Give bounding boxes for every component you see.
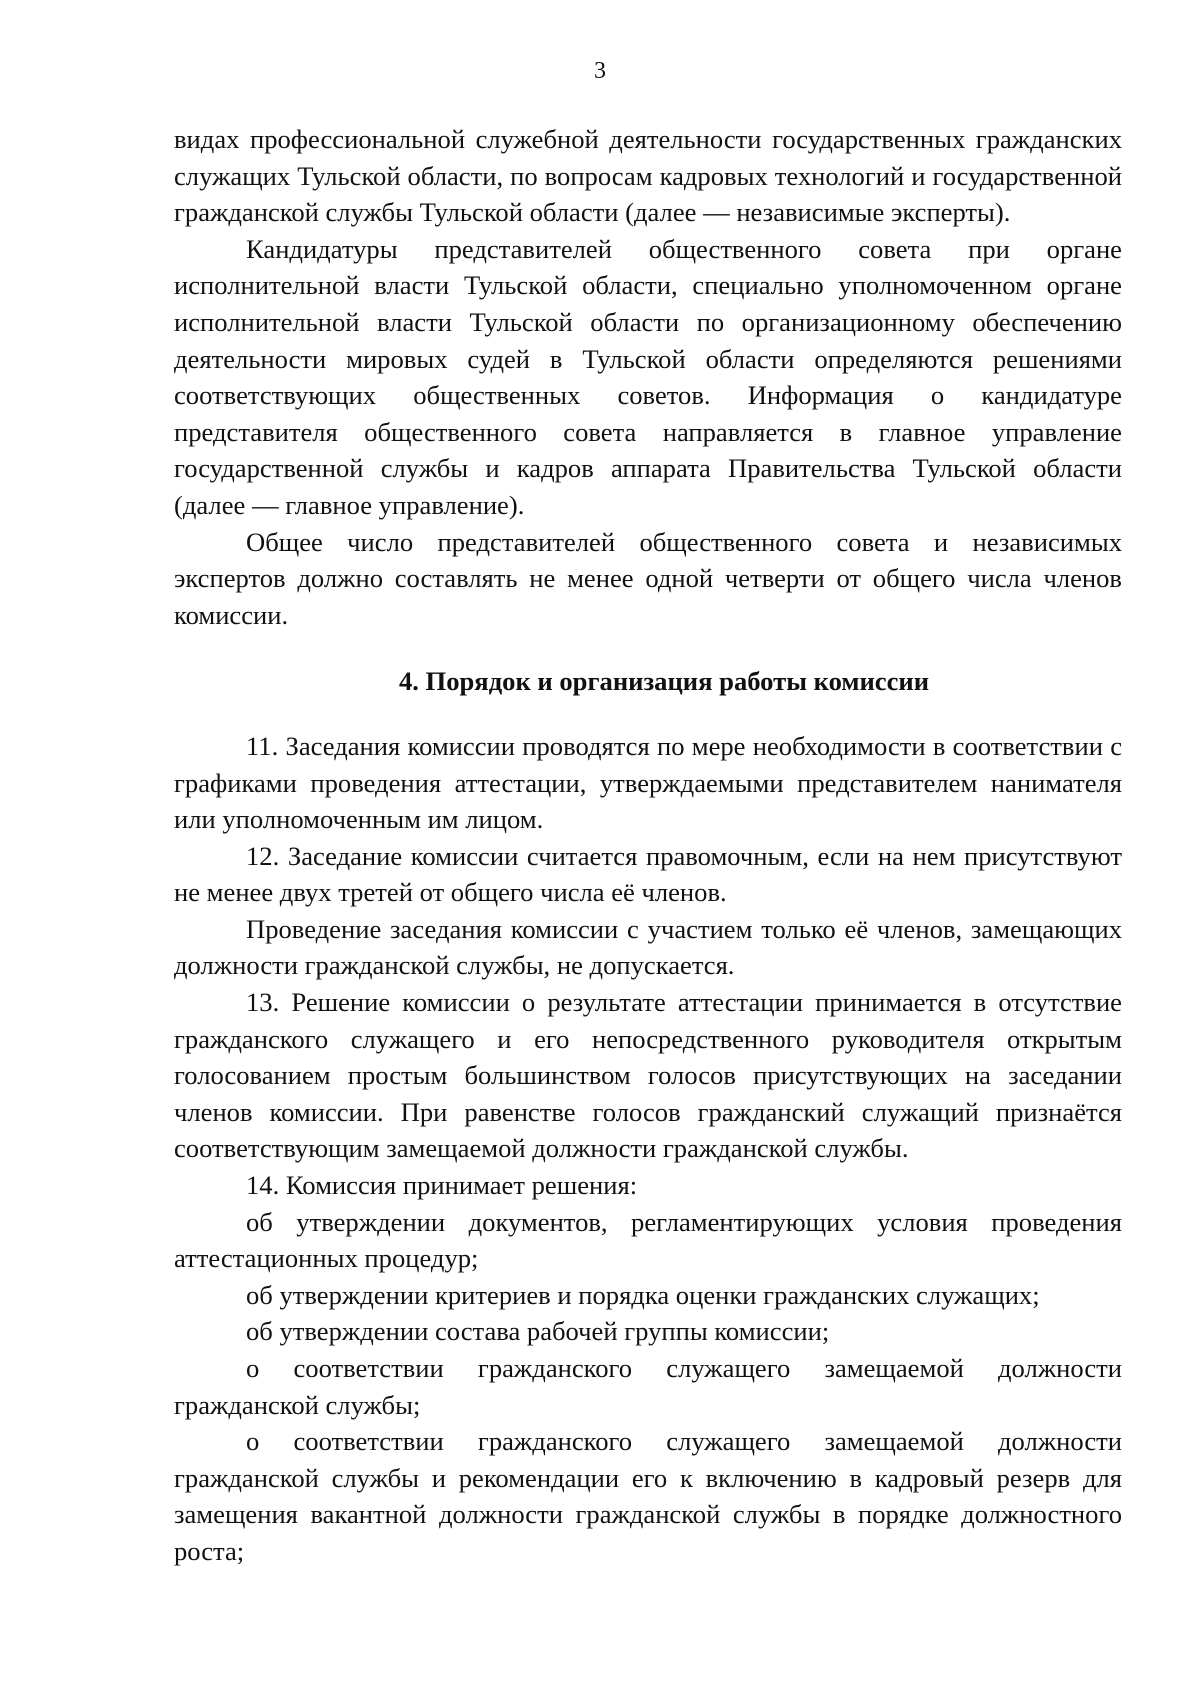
paragraph-total-number: Общее число представителей общественного совета и независимых экспертов должно составлять не менее одной четверти от общего числа членов комиссии.: [174, 526, 1122, 630]
decision-list-item: об утверждении документов, регламентирующих условия проведения аттестационных процедур;: [174, 1206, 1122, 1274]
paragraph-meeting-restriction: Проведение заседания комиссии с участием только её членов, замещающих должности гражданской службы, не допускается.: [174, 913, 1122, 981]
decision-list-item: о соответствии гражданского служащего замещаемой должности гражданской службы;: [174, 1353, 1122, 1420]
paragraph-item-12: 12. Заседание комиссии считается правомочным, если на нем присутствуют не менее двух третей от общего числа её членов.: [174, 840, 1122, 908]
document-body: [174, 121, 1122, 1570]
paragraph-independent-experts: видах профессиональной служебной деятельности государственных гражданских служащих Тульской области, по вопросам кадровых технологий и государственной гражданской службы Тульской области (далее — независимые эксперты).: [174, 124, 1122, 228]
paragraph-item-13: 13. Решение комиссии о результате аттестации принимается в отсутствие гражданского служащего и его непосредственного руководителя открытым голосованием простым большинством голосов присутствующих на заседании членов комиссии. При равенстве голосов гражданский служащий признаётся соответствующим замещаемой должности гражданской службы.: [174, 987, 1122, 1164]
decision-list-item: о соответствии гражданского служащего замещаемой должности гражданской службы и рекомендации его к включению в кадровый резерв для замещения вакантной должности гражданской службы в порядке должностного роста;: [174, 1426, 1122, 1566]
paragraph-item-14: 14. Комиссия принимает решения:: [246, 1170, 638, 1201]
decision-list-item: об утверждении состава рабочей группы комиссии;: [246, 1316, 830, 1347]
page-number: 3: [594, 58, 606, 84]
section-heading: 4. Порядок и организация работы комиссии: [398, 666, 930, 697]
paragraph-candidates: Кандидатуры представителей общественного совета при органе исполнительной власти Тульской области, специально уполномоченном органе исполнительной власти Тульской области по организационному обеспечению деятельности мировых судей в Тульской области определяются решениями соответствующих общественных советов. Информация о кандидатуре представителя общественного совета направляется в главное управление государственной службы и кадров аппарата Правительства Тульской области (далее — главное управление).: [174, 233, 1122, 520]
decision-list-item: об утверждении критериев и порядка оценки гражданских служащих;: [246, 1279, 1040, 1310]
paragraph-item-11: 11. Заседания комиссии проводятся по мере необходимости в соответствии с графиками проведения аттестации, утверждаемыми представителем нанимателя или уполномоченным им лицом.: [174, 730, 1122, 835]
